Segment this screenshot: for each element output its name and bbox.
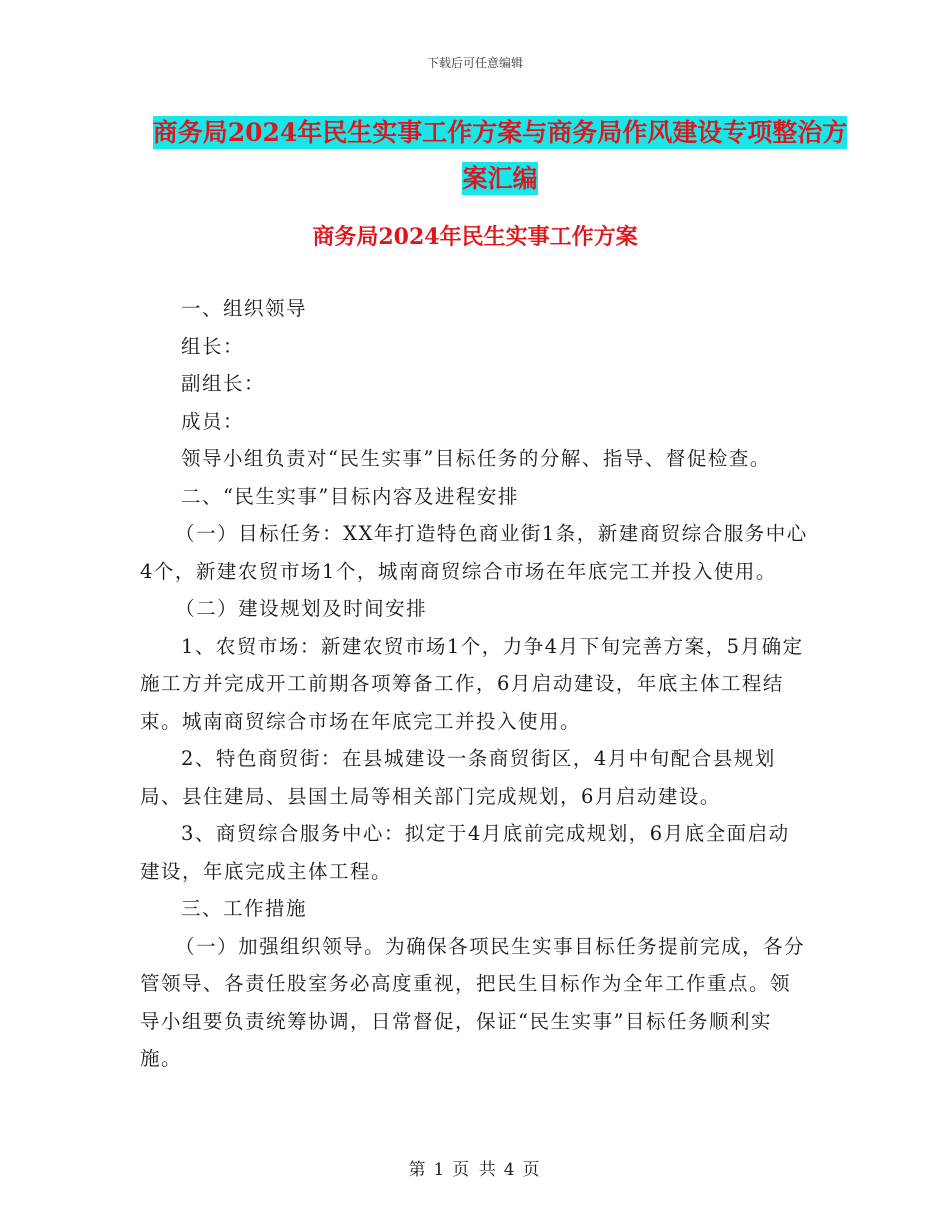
- document-body: [140, 290, 810, 1078]
- field-members: 成员：: [180, 409, 244, 433]
- paragraph: 3、商贸综合服务中心：拟定于4月底前完成规划，6月底全面启动建设，年底完成主体工程。: [140, 822, 790, 883]
- heading-goals: 二、“民生实事”目标内容及进程安排: [180, 484, 519, 508]
- footer-prefix: 第: [408, 1160, 428, 1180]
- footer-middle: 页 共: [452, 1160, 498, 1180]
- heading-measures: 三、工作措施: [180, 897, 307, 920]
- section-title: 商务局2024年民生实事工作方案: [312, 224, 638, 250]
- document-title-text: 商务局2024年民生实事工作方案与商务局作风建设专项整治方案汇编: [152, 118, 848, 193]
- footer-suffix: 页: [522, 1160, 542, 1180]
- paragraph: 领导小组负责对“民生实事”目标任务的分解、指导、督促检查。: [180, 447, 771, 470]
- page-footer: [0, 1155, 950, 1180]
- subheading-schedule: （二）建设规划及时间安排: [175, 597, 428, 620]
- field-deputy-leader: 副组长：: [180, 372, 265, 395]
- paragraph: 2、特色商贸街：在县城建设一条商贸街区，4月中旬配合县规划局、县住建局、县国土局等相关部门完成规划，6月启动建设。: [140, 747, 776, 808]
- document-title: [150, 110, 850, 202]
- header-note: 下载后可任意编辑: [426, 56, 523, 70]
- field-leader: 组长：: [180, 334, 244, 358]
- current-page-number: 1: [433, 1160, 447, 1180]
- paragraph: （一）加强组织领导。为确保各项民生实事目标任务提前完成，各分管领导、各责任股室务必高度重视，把民生目标作为全年工作重点。领导小组要负责统筹协调，日常督促，保证“民生实事”目标任务顺利实施。: [140, 934, 806, 1070]
- total-pages: 4: [503, 1160, 517, 1180]
- paragraph: 1、农贸市场：新建农贸市场1个，力争4月下旬完善方案，5月确定施工方并完成开工前期各项筹备工作，6月启动建设，年底主体工程结束。城南商贸综合市场在年底完工并投入使用。: [140, 634, 804, 733]
- paragraph: （一）目标任务：XX年打造特色商业街1条，新建商贸综合服务中心4个，新建农贸市场1个，城南商贸综合市场在年底完工并投入使用。: [140, 522, 808, 583]
- heading-organization: 一、组织领导: [180, 297, 307, 320]
